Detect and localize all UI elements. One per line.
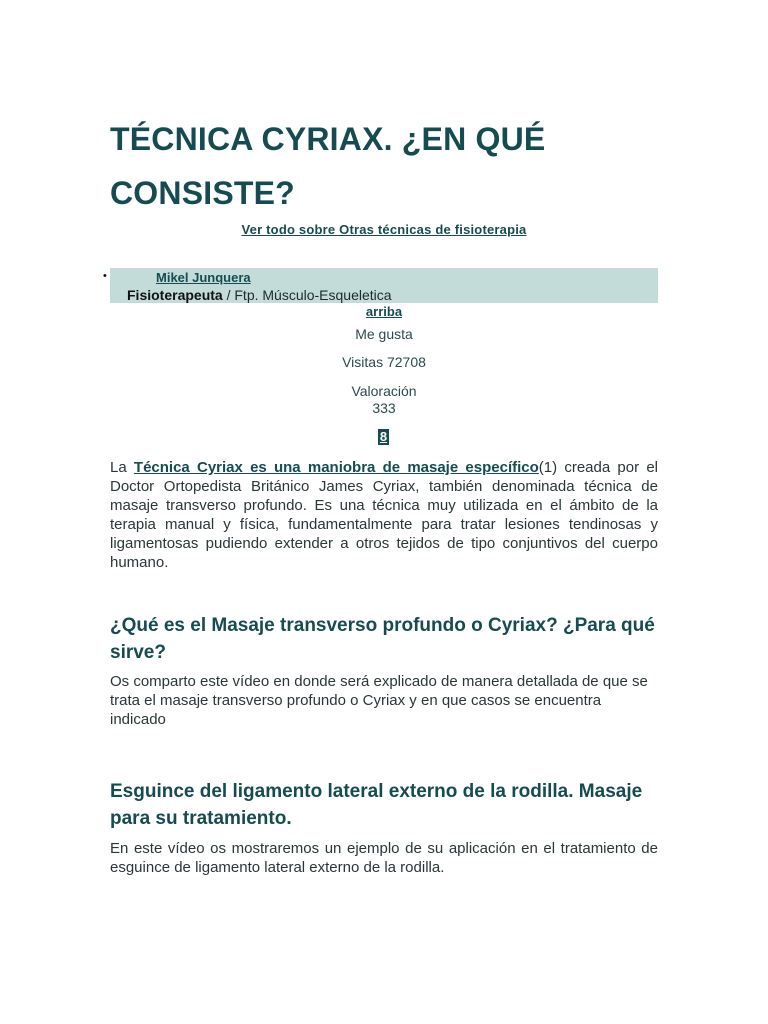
intro-prefix: La [110, 459, 134, 476]
rating-badge-link[interactable]: 8 [379, 429, 388, 444]
author-role [127, 287, 392, 303]
list-bullet: • [103, 270, 107, 282]
rating [110, 383, 658, 417]
up-link[interactable]: arriba [365, 304, 403, 319]
sprain-paragraph: En este vídeo os mostraremos un ejemplo de su aplicación en el tratamiento de esguince de ligamento lateral externo de la rodilla. [110, 840, 658, 876]
intro-text: (1) creada por el Doctor Ortopedista Británico James Cyriax, también denominada técnica de masaje transverso profundo. Es una técnica muy utilizada en el ámbito de la terapia manual y física, fundamentalmente para tratar lesiones tendinosas y ligamentosas pudiendo extender a otros tejidos de tipo conjuntivos del cuerpo humano. [110, 459, 658, 571]
section-heading-sprain: Esguince del ligamento lateral externo de la rodilla. Masaje para su tratamiento. [110, 781, 643, 829]
category-link[interactable]: Ver todo sobre Otras técnicas de fisioterapia [241, 222, 527, 237]
like-button[interactable]: Me gusta [355, 326, 413, 342]
section-heading-what-is: ¿Qué es el Masaje transverso profundo o Cyriax? ¿Para qué sirve? [110, 615, 655, 663]
author-box [110, 268, 658, 303]
rating-value: 333 [372, 400, 396, 416]
video-intro-paragraph: Os comparto este vídeo en donde será explicado de manera detallada de que se trata el masaje transverso profundo o Cyriax y en que casos se encuentra indicado [110, 673, 648, 728]
visit-count: Visitas 72708 [342, 354, 426, 370]
rating-label: Valoración [351, 383, 417, 399]
technique-link[interactable]: Técnica Cyriax es una maniobra de masaje específico [133, 459, 539, 476]
author-name-link[interactable]: Mikel Junquera [156, 270, 251, 285]
author-role-title: Fisioterapeuta [127, 287, 223, 303]
intro-paragraph [110, 458, 658, 572]
author-role-specialty: / Ftp. Músculo-Esqueletica [222, 287, 392, 303]
page-title: TÉCNICA CYRIAX. ¿EN QUÉ CONSISTE? [110, 121, 546, 211]
